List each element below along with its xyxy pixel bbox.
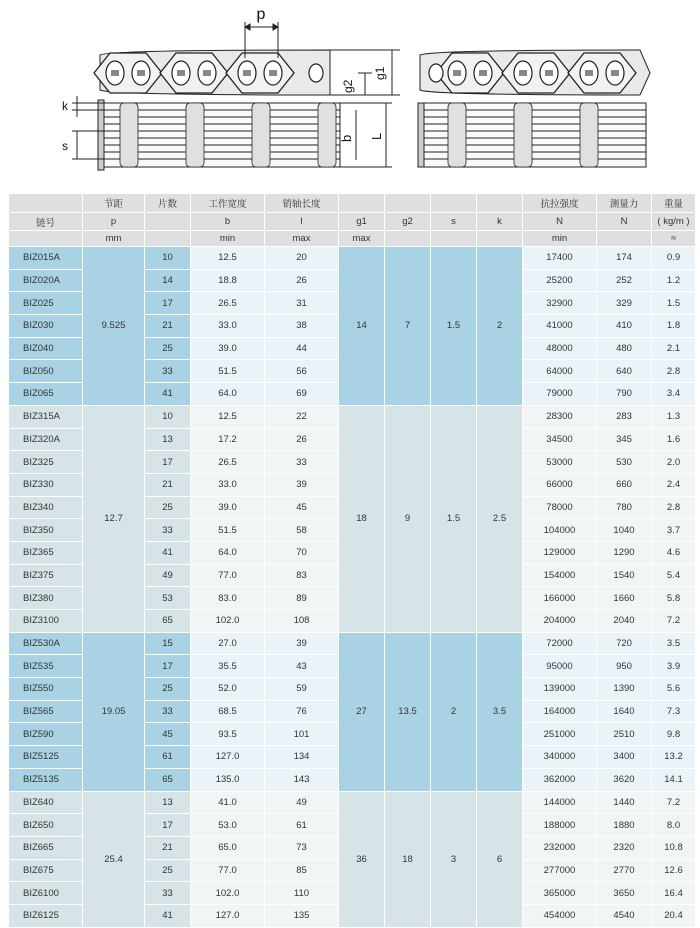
cell-model: BIZ5125 <box>9 746 83 769</box>
header-cell: k <box>477 213 523 231</box>
cell-width-b: 33.0 <box>191 315 265 338</box>
cell-weight: 13.2 <box>652 746 696 769</box>
cell-s: 3 <box>431 791 477 927</box>
cell-weight: 3.4 <box>652 383 696 406</box>
cell-width-b: 12.5 <box>191 247 265 270</box>
cell-model: BIZ530A <box>9 632 83 655</box>
cell-pin-length: 31 <box>265 292 339 315</box>
header-cell: s <box>431 213 477 231</box>
label-s: s <box>62 139 68 153</box>
cell-pitch: 12.7 <box>83 405 145 632</box>
cell-model: BIZ040 <box>9 337 83 360</box>
header-cell <box>9 194 83 213</box>
label-g2: g2 <box>341 79 355 93</box>
cell-weight: 10.8 <box>652 836 696 859</box>
header-cell: 链号 <box>9 213 83 231</box>
cell-plates: 15 <box>145 632 191 655</box>
cell-k: 2 <box>477 247 523 406</box>
cell-width-b: 17.2 <box>191 428 265 451</box>
cell-model: BIZ020A <box>9 269 83 292</box>
cell-pin-length: 26 <box>265 269 339 292</box>
cell-tensile: 144000 <box>523 791 597 814</box>
cell-model: BIZ350 <box>9 519 83 542</box>
cell-measure-force: 3400 <box>597 746 652 769</box>
cell-plates: 17 <box>145 655 191 678</box>
header-cell: max <box>339 231 385 247</box>
header-cell <box>477 194 523 213</box>
cell-plates: 41 <box>145 541 191 564</box>
cell-weight: 1.8 <box>652 315 696 338</box>
cell-pin-length: 45 <box>265 496 339 519</box>
cell-tensile: 129000 <box>523 541 597 564</box>
cell-measure-force: 2510 <box>597 723 652 746</box>
table-row <box>9 247 696 270</box>
cell-plates: 33 <box>145 882 191 905</box>
cell-width-b: 83.0 <box>191 587 265 610</box>
cell-plates: 33 <box>145 519 191 542</box>
cell-model: BIZ015A <box>9 247 83 270</box>
cell-model: BIZ3100 <box>9 610 83 633</box>
cell-plates: 13 <box>145 428 191 451</box>
cell-width-b: 52.0 <box>191 678 265 701</box>
header-cell <box>385 194 431 213</box>
header-cell <box>145 231 191 247</box>
cell-tensile: 17400 <box>523 247 597 270</box>
cell-model: BIZ315A <box>9 405 83 428</box>
header-cell <box>431 231 477 247</box>
cell-model: BIZ535 <box>9 655 83 678</box>
cell-width-b: 64.0 <box>191 383 265 406</box>
cell-measure-force: 1440 <box>597 791 652 814</box>
cell-tensile: 166000 <box>523 587 597 610</box>
cell-k: 2.5 <box>477 405 523 632</box>
cell-weight: 7.2 <box>652 610 696 633</box>
header-cell <box>477 231 523 247</box>
cell-width-b: 12.5 <box>191 405 265 428</box>
cell-measure-force: 4540 <box>597 904 652 927</box>
cell-weight: 1.2 <box>652 269 696 292</box>
chain-side-view-left <box>94 50 330 95</box>
table-row <box>9 632 696 655</box>
header-cell: ( kg/m ) <box>652 213 696 231</box>
cell-pin-length: 134 <box>265 746 339 769</box>
cell-pin-length: 59 <box>265 678 339 701</box>
cell-width-b: 35.5 <box>191 655 265 678</box>
cell-plates: 65 <box>145 610 191 633</box>
cell-model: BIZ5135 <box>9 768 83 791</box>
cell-width-b: 51.5 <box>191 360 265 383</box>
label-p: p <box>256 6 266 23</box>
cell-tensile: 362000 <box>523 768 597 791</box>
cell-pin-length: 58 <box>265 519 339 542</box>
cell-model: BIZ665 <box>9 836 83 859</box>
cell-weight: 14.1 <box>652 768 696 791</box>
cell-plates: 45 <box>145 723 191 746</box>
header-row-3 <box>9 231 696 247</box>
header-cell: p <box>83 213 145 231</box>
cell-tensile: 72000 <box>523 632 597 655</box>
cell-plates: 17 <box>145 292 191 315</box>
header-cell: 片数 <box>145 194 191 213</box>
header-cell <box>597 231 652 247</box>
cell-plates: 61 <box>145 746 191 769</box>
cell-width-b: 18.8 <box>191 269 265 292</box>
cell-measure-force: 329 <box>597 292 652 315</box>
cell-weight: 1.6 <box>652 428 696 451</box>
header-cell: 销轴长度 <box>265 194 339 213</box>
cell-model: BIZ590 <box>9 723 83 746</box>
cell-weight: 5.8 <box>652 587 696 610</box>
cell-plates: 53 <box>145 587 191 610</box>
header-cell: 节距 <box>83 194 145 213</box>
header-cell: g1 <box>339 213 385 231</box>
cell-tensile: 139000 <box>523 678 597 701</box>
header-row-2 <box>9 213 696 231</box>
cell-tensile: 188000 <box>523 814 597 837</box>
cell-plates: 17 <box>145 451 191 474</box>
cell-pin-length: 39 <box>265 473 339 496</box>
cell-measure-force: 640 <box>597 360 652 383</box>
cell-plates: 25 <box>145 496 191 519</box>
label-k: k <box>62 99 68 113</box>
cell-width-b: 135.0 <box>191 768 265 791</box>
cell-model: BIZ065 <box>9 383 83 406</box>
cell-plates: 13 <box>145 791 191 814</box>
chain-plate-view-left <box>98 100 340 170</box>
cell-width-b: 77.0 <box>191 564 265 587</box>
cell-model: BIZ675 <box>9 859 83 882</box>
cell-tensile: 48000 <box>523 337 597 360</box>
cell-plates: 14 <box>145 269 191 292</box>
cell-width-b: 41.0 <box>191 791 265 814</box>
cell-g1: 27 <box>339 632 385 791</box>
cell-pin-length: 89 <box>265 587 339 610</box>
cell-model: BIZ050 <box>9 360 83 383</box>
cell-weight: 2.8 <box>652 496 696 519</box>
cell-plates: 10 <box>145 247 191 270</box>
cell-pitch: 9.525 <box>83 247 145 406</box>
cell-pin-length: 33 <box>265 451 339 474</box>
cell-pin-length: 38 <box>265 315 339 338</box>
cell-plates: 21 <box>145 473 191 496</box>
cell-plates: 10 <box>145 405 191 428</box>
cell-measure-force: 174 <box>597 247 652 270</box>
cell-pin-length: 101 <box>265 723 339 746</box>
cell-width-b: 27.0 <box>191 632 265 655</box>
cell-measure-force: 3650 <box>597 882 652 905</box>
cell-s: 1.5 <box>431 247 477 406</box>
cell-width-b: 53.0 <box>191 814 265 837</box>
cell-pin-length: 56 <box>265 360 339 383</box>
header-cell: g2 <box>385 213 431 231</box>
table-row <box>9 791 696 814</box>
cell-measure-force: 252 <box>597 269 652 292</box>
cell-measure-force: 790 <box>597 383 652 406</box>
cell-pin-length: 43 <box>265 655 339 678</box>
cell-plates: 17 <box>145 814 191 837</box>
header-cell: l <box>265 213 339 231</box>
header-cell: min <box>191 231 265 247</box>
cell-weight: 1.3 <box>652 405 696 428</box>
cell-weight: 12.6 <box>652 859 696 882</box>
header-cell: min <box>523 231 597 247</box>
cell-tensile: 365000 <box>523 882 597 905</box>
cell-tensile: 95000 <box>523 655 597 678</box>
cell-model: BIZ650 <box>9 814 83 837</box>
cell-tensile: 154000 <box>523 564 597 587</box>
cell-pin-length: 70 <box>265 541 339 564</box>
cell-weight: 5.4 <box>652 564 696 587</box>
cell-width-b: 26.5 <box>191 292 265 315</box>
cell-width-b: 64.0 <box>191 541 265 564</box>
label-b: b <box>339 134 354 142</box>
header-cell <box>385 231 431 247</box>
cell-plates: 21 <box>145 836 191 859</box>
chain-diagram <box>0 0 700 192</box>
cell-g1: 36 <box>339 791 385 927</box>
cell-tensile: 25200 <box>523 269 597 292</box>
header-cell: N <box>523 213 597 231</box>
cell-model: BIZ640 <box>9 791 83 814</box>
cell-weight: 2.1 <box>652 337 696 360</box>
cell-weight: 2.4 <box>652 473 696 496</box>
cell-measure-force: 660 <box>597 473 652 496</box>
header-cell: ≈ <box>652 231 696 247</box>
header-row-1 <box>9 194 696 213</box>
cell-model: BIZ330 <box>9 473 83 496</box>
cell-measure-force: 480 <box>597 337 652 360</box>
cell-width-b: 68.5 <box>191 700 265 723</box>
cell-plates: 25 <box>145 337 191 360</box>
cell-tensile: 66000 <box>523 473 597 496</box>
cell-plates: 33 <box>145 700 191 723</box>
cell-measure-force: 1290 <box>597 541 652 564</box>
cell-weight: 8.0 <box>652 814 696 837</box>
cell-pitch: 19.05 <box>83 632 145 791</box>
cell-measure-force: 950 <box>597 655 652 678</box>
cell-pin-length: 49 <box>265 791 339 814</box>
cell-pin-length: 39 <box>265 632 339 655</box>
cell-weight: 3.9 <box>652 655 696 678</box>
cell-weight: 20.4 <box>652 904 696 927</box>
cell-tensile: 79000 <box>523 383 597 406</box>
cell-width-b: 39.0 <box>191 337 265 360</box>
cell-measure-force: 1880 <box>597 814 652 837</box>
cell-tensile: 34500 <box>523 428 597 451</box>
cell-pin-length: 44 <box>265 337 339 360</box>
cell-measure-force: 410 <box>597 315 652 338</box>
cell-measure-force: 530 <box>597 451 652 474</box>
cell-pin-length: 76 <box>265 700 339 723</box>
table-header <box>9 194 696 247</box>
cell-measure-force: 1640 <box>597 700 652 723</box>
cell-tensile: 277000 <box>523 859 597 882</box>
header-cell: 抗拉强度 <box>523 194 597 213</box>
header-cell <box>431 194 477 213</box>
cell-weight: 5.6 <box>652 678 696 701</box>
cell-tensile: 32900 <box>523 292 597 315</box>
cell-measure-force: 1390 <box>597 678 652 701</box>
cell-weight: 2.0 <box>652 451 696 474</box>
cell-measure-force: 345 <box>597 428 652 451</box>
cell-tensile: 454000 <box>523 904 597 927</box>
cell-width-b: 102.0 <box>191 610 265 633</box>
cell-weight: 3.7 <box>652 519 696 542</box>
header-cell: b <box>191 213 265 231</box>
cell-pin-length: 26 <box>265 428 339 451</box>
header-cell <box>9 231 83 247</box>
cell-measure-force: 3620 <box>597 768 652 791</box>
cell-pin-length: 22 <box>265 405 339 428</box>
cell-plates: 33 <box>145 360 191 383</box>
cell-tensile: 340000 <box>523 746 597 769</box>
cell-tensile: 164000 <box>523 700 597 723</box>
cell-width-b: 127.0 <box>191 904 265 927</box>
cell-pin-length: 108 <box>265 610 339 633</box>
cell-width-b: 127.0 <box>191 746 265 769</box>
cell-model: BIZ375 <box>9 564 83 587</box>
chain-plate-view-right <box>418 103 646 167</box>
cell-tensile: 104000 <box>523 519 597 542</box>
cell-plates: 41 <box>145 383 191 406</box>
cell-measure-force: 2770 <box>597 859 652 882</box>
cell-model: BIZ365 <box>9 541 83 564</box>
cell-pitch: 25.4 <box>83 791 145 927</box>
cell-width-b: 93.5 <box>191 723 265 746</box>
cell-measure-force: 1040 <box>597 519 652 542</box>
cell-plates: 21 <box>145 315 191 338</box>
chain-side-view-right <box>420 50 650 95</box>
table-row <box>9 405 696 428</box>
cell-tensile: 204000 <box>523 610 597 633</box>
cell-weight: 2.8 <box>652 360 696 383</box>
cell-k: 6 <box>477 791 523 927</box>
cell-plates: 25 <box>145 859 191 882</box>
header-cell <box>145 213 191 231</box>
cell-measure-force: 1660 <box>597 587 652 610</box>
spec-table <box>8 193 696 928</box>
cell-pin-length: 135 <box>265 904 339 927</box>
cell-measure-force: 780 <box>597 496 652 519</box>
cell-model: BIZ550 <box>9 678 83 701</box>
cell-tensile: 41000 <box>523 315 597 338</box>
cell-measure-force: 2040 <box>597 610 652 633</box>
cell-measure-force: 1540 <box>597 564 652 587</box>
header-cell: max <box>265 231 339 247</box>
cell-s: 1.5 <box>431 405 477 632</box>
cell-weight: 3.5 <box>652 632 696 655</box>
cell-width-b: 102.0 <box>191 882 265 905</box>
cell-model: BIZ325 <box>9 451 83 474</box>
header-cell <box>339 194 385 213</box>
cell-g2: 13.5 <box>385 632 431 791</box>
header-cell: 测量力 <box>597 194 652 213</box>
cell-measure-force: 283 <box>597 405 652 428</box>
cell-measure-force: 2320 <box>597 836 652 859</box>
cell-g1: 18 <box>339 405 385 632</box>
cell-weight: 0.9 <box>652 247 696 270</box>
cell-weight: 7.3 <box>652 700 696 723</box>
cell-tensile: 78000 <box>523 496 597 519</box>
cell-weight: 9.8 <box>652 723 696 746</box>
cell-model: BIZ565 <box>9 700 83 723</box>
cell-width-b: 51.5 <box>191 519 265 542</box>
cell-pin-length: 73 <box>265 836 339 859</box>
cell-model: BIZ030 <box>9 315 83 338</box>
label-l: L <box>369 132 384 140</box>
cell-g1: 14 <box>339 247 385 406</box>
table-body <box>9 247 696 928</box>
label-g1: g1 <box>373 66 387 80</box>
cell-pin-length: 85 <box>265 859 339 882</box>
cell-width-b: 26.5 <box>191 451 265 474</box>
header-cell: 重量 <box>652 194 696 213</box>
cell-width-b: 77.0 <box>191 859 265 882</box>
cell-model: BIZ380 <box>9 587 83 610</box>
cell-s: 2 <box>431 632 477 791</box>
cell-weight: 4.6 <box>652 541 696 564</box>
cell-width-b: 33.0 <box>191 473 265 496</box>
cell-pin-length: 83 <box>265 564 339 587</box>
cell-k: 3.5 <box>477 632 523 791</box>
cell-weight: 16.4 <box>652 882 696 905</box>
cell-g2: 9 <box>385 405 431 632</box>
cell-plates: 65 <box>145 768 191 791</box>
cell-plates: 25 <box>145 678 191 701</box>
cell-pin-length: 143 <box>265 768 339 791</box>
cell-g2: 18 <box>385 791 431 927</box>
cell-width-b: 39.0 <box>191 496 265 519</box>
cell-pin-length: 20 <box>265 247 339 270</box>
cell-tensile: 28300 <box>523 405 597 428</box>
header-cell: 工作宽度 <box>191 194 265 213</box>
cell-model: BIZ025 <box>9 292 83 315</box>
cell-model: BIZ340 <box>9 496 83 519</box>
cell-tensile: 64000 <box>523 360 597 383</box>
cell-plates: 49 <box>145 564 191 587</box>
cell-weight: 7.2 <box>652 791 696 814</box>
cell-width-b: 65.0 <box>191 836 265 859</box>
header-cell: N <box>597 213 652 231</box>
cell-g2: 7 <box>385 247 431 406</box>
cell-plates: 41 <box>145 904 191 927</box>
cell-measure-force: 720 <box>597 632 652 655</box>
cell-pin-length: 110 <box>265 882 339 905</box>
cell-model: BIZ6125 <box>9 904 83 927</box>
cell-tensile: 251000 <box>523 723 597 746</box>
cell-pin-length: 61 <box>265 814 339 837</box>
cell-weight: 1.5 <box>652 292 696 315</box>
cell-pin-length: 69 <box>265 383 339 406</box>
cell-tensile: 53000 <box>523 451 597 474</box>
cell-model: BIZ6100 <box>9 882 83 905</box>
cell-tensile: 232000 <box>523 836 597 859</box>
header-cell: mm <box>83 231 145 247</box>
cell-model: BIZ320A <box>9 428 83 451</box>
